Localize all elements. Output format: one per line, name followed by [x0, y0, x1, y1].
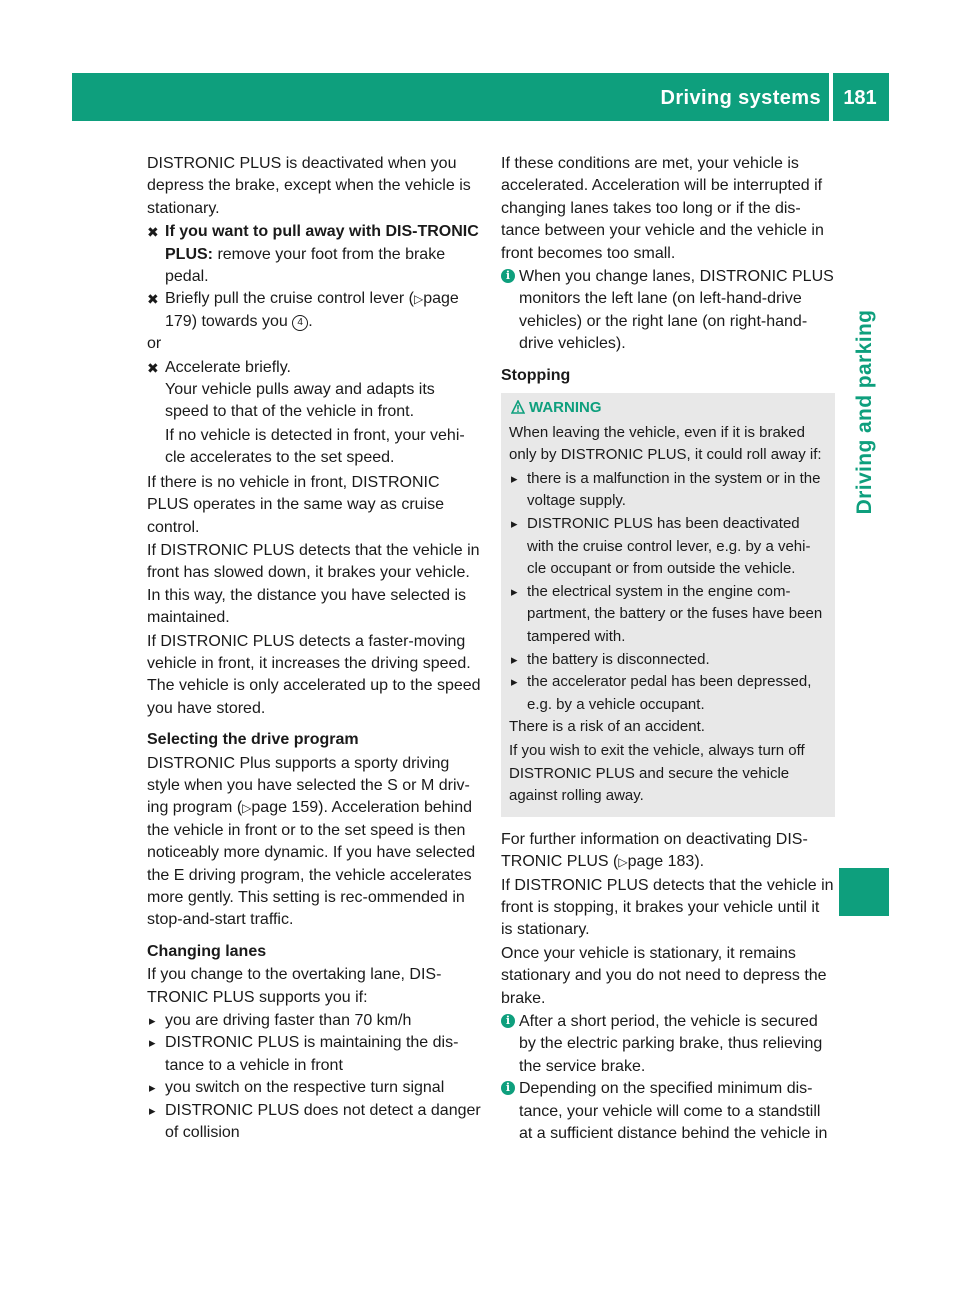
page-number: 181	[843, 87, 877, 109]
list-item-text: DISTRONIC PLUS has been deactivated with the cruise control lever, e.g. by a vehi-cle occupant or from outside the vehicle.	[527, 515, 811, 578]
bullet-icon: ▸	[511, 516, 518, 532]
warning-title: WARNING	[529, 399, 602, 417]
list-item-text: the battery is disconnected.	[527, 650, 710, 668]
paragraph	[147, 753, 481, 932]
info-icon: i	[501, 1014, 515, 1028]
warning-triangle-icon	[511, 400, 525, 414]
section-title: Driving systems	[660, 87, 821, 109]
bullet-icon: ▸	[511, 583, 518, 599]
left-column	[147, 153, 481, 1144]
list-item-text: there is a malfunction in the system or in the voltage supply.	[527, 469, 821, 510]
info-icon: i	[501, 1081, 515, 1095]
bullet-icon: ▸	[511, 470, 518, 486]
step-text: Accelerate briefly.	[165, 358, 291, 376]
warning-intro: When leaving the vehicle, even if it is braked only by DISTRONIC PLUS, it could roll away if:	[509, 423, 822, 464]
list-item-text: the electrical system in the engine com-partment, the battery or the fuses have been tampered with.	[527, 582, 823, 645]
list-item	[147, 1010, 481, 1032]
warning-box	[501, 393, 835, 817]
instruction-step	[147, 288, 481, 333]
warning-risk: There is a risk of an accident.	[509, 718, 705, 736]
page-ref-arrow-icon: ▷	[618, 855, 628, 870]
info-note	[501, 1011, 835, 1078]
step-text: ) towards you	[191, 312, 293, 330]
list-item-text: the accelerator pedal has been depressed, e.g. by a vehicle occupant.	[527, 673, 812, 713]
paragraph-text: DISTRONIC Plus supports a sporty driving style when you have selected the S or M driv-ing program (	[147, 754, 470, 817]
info-icon: i	[501, 269, 515, 283]
section-heading: Changing lanes	[147, 942, 267, 960]
paragraph: DISTRONIC PLUS is deactivated when you depress the brake, except when the vehicle is stationary.	[147, 155, 471, 217]
paragraph-text: For further information on deactivating DIS-TRONIC PLUS (	[501, 830, 808, 871]
step-text: .	[308, 312, 313, 330]
section-heading: Stopping	[501, 366, 571, 384]
page-ref-arrow-icon: ▷	[413, 292, 424, 307]
list-item-text: you switch on the respective turn signal	[165, 1079, 445, 1097]
header-bar	[72, 73, 889, 121]
paragraph: If DISTRONIC PLUS detects that the vehicle in front has slowed down, it brakes your vehicle. In this way, the distance you have selected is maintained.	[147, 541, 480, 627]
chapter-tab-label: Driving and parking	[853, 309, 876, 515]
note-text: Depending on the specified minimum dis-tance, your vehicle will come to a standstill at a sufficient distance behind the vehicle in	[519, 1080, 828, 1143]
paragraph: If there is no vehicle in front, DISTRONIC PLUS operates in the same way as cruise control.	[147, 473, 445, 536]
bullet-icon: ▸	[149, 1102, 156, 1118]
or-label: or	[147, 335, 162, 353]
instruction-step	[147, 221, 481, 288]
paragraph: If DISTRONIC PLUS detects a faster-moving vehicle in front, it increases the driving speed. The vehicle is only accelerated up to the speed you have stored.	[147, 632, 481, 717]
list-item-text: DISTRONIC PLUS does not detect a danger of collision	[165, 1101, 481, 1142]
info-note	[501, 266, 835, 356]
chapter-tab-marker	[839, 868, 889, 916]
instruction-step	[147, 357, 481, 379]
page-reference-link[interactable]: page 159	[251, 799, 319, 817]
note-text: After a short period, the vehicle is secured by the electric parking brake, thus relieving the service brake.	[519, 1013, 823, 1075]
page-reference-link[interactable]: page 183	[627, 853, 695, 871]
list-item	[147, 1100, 481, 1145]
paragraph-text: ). Acceleration behind the vehicle in front or to the set speed is then noticeably more dynamic. If you have selected the E driving program, the vehicle accelerates more gently. This setting is rec-ommended in stop-and-start traffic.	[147, 799, 476, 929]
paragraph: Once your vehicle is stationary, it remains stationary and you do not need to depress the brake.	[501, 944, 827, 1007]
bullet-icon: ▸	[149, 1035, 156, 1051]
step-result: If no vehicle is detected in front, your vehi-cle accelerates to the set speed.	[165, 426, 465, 467]
list-item	[147, 1032, 481, 1077]
step-text: Briefly pull the cruise control lever (	[165, 290, 414, 308]
paragraph: If you change to the overtaking lane, DIS-TRONIC PLUS supports you if:	[147, 966, 442, 1006]
info-note	[501, 1078, 835, 1145]
warning-advice: If you wish to exit the vehicle, always turn off DISTRONIC PLUS and secure the vehicle against rolling away.	[509, 741, 805, 805]
list-item	[147, 1077, 481, 1099]
list-item	[509, 581, 827, 649]
step-heading: If you want to pull away with DIS-TRONIC PLUS:	[165, 223, 479, 263]
header-divider	[829, 73, 833, 121]
step-arrow-icon: ✖	[147, 359, 159, 376]
warning-heading	[509, 397, 827, 420]
step-arrow-icon: ✖	[147, 224, 159, 241]
step-result: Your vehicle pulls away and adapts its speed to that of the vehicle in front.	[165, 381, 435, 421]
list-item-text: DISTRONIC PLUS is maintaining the dis-tance to a vehicle in front	[165, 1034, 459, 1074]
bullet-icon: ▸	[511, 651, 518, 667]
paragraph-text: ).	[694, 853, 705, 871]
paragraph: If DISTRONIC PLUS detects that the vehicle in front is stopping, it brakes your vehicle until it is stationary.	[501, 876, 834, 939]
callout-number: 4	[292, 315, 308, 331]
note-text: When you change lanes, DISTRONIC PLUS monitors the left lane (on left-hand-drive vehicles) or the right lane (on right-hand-drive vehicles).	[519, 268, 834, 353]
paragraph	[501, 829, 835, 874]
section-heading: Selecting the drive program	[147, 731, 359, 749]
list-item-text: you are driving faster than 70 km/h	[165, 1012, 412, 1030]
step-text: remove your foot from the brake pedal.	[165, 245, 446, 286]
bullet-icon: ▸	[511, 674, 518, 690]
page-ref-arrow-icon: ▷	[242, 801, 252, 816]
bullet-icon: ▸	[149, 1013, 156, 1029]
list-item	[509, 671, 827, 716]
list-item	[509, 513, 827, 581]
list-item	[509, 468, 827, 513]
step-arrow-icon: ✖	[147, 291, 159, 308]
list-item	[509, 649, 827, 672]
bullet-icon: ▸	[149, 1080, 156, 1096]
page-reference-link[interactable]: page 179	[165, 290, 459, 330]
paragraph: If these conditions are met, your vehicle is accelerated. Acceleration will be interrupted if changing lanes takes too long or if the dis-tance between your vehicle and the vehicle in front becomes too small.	[501, 155, 824, 262]
right-column	[501, 153, 835, 1145]
